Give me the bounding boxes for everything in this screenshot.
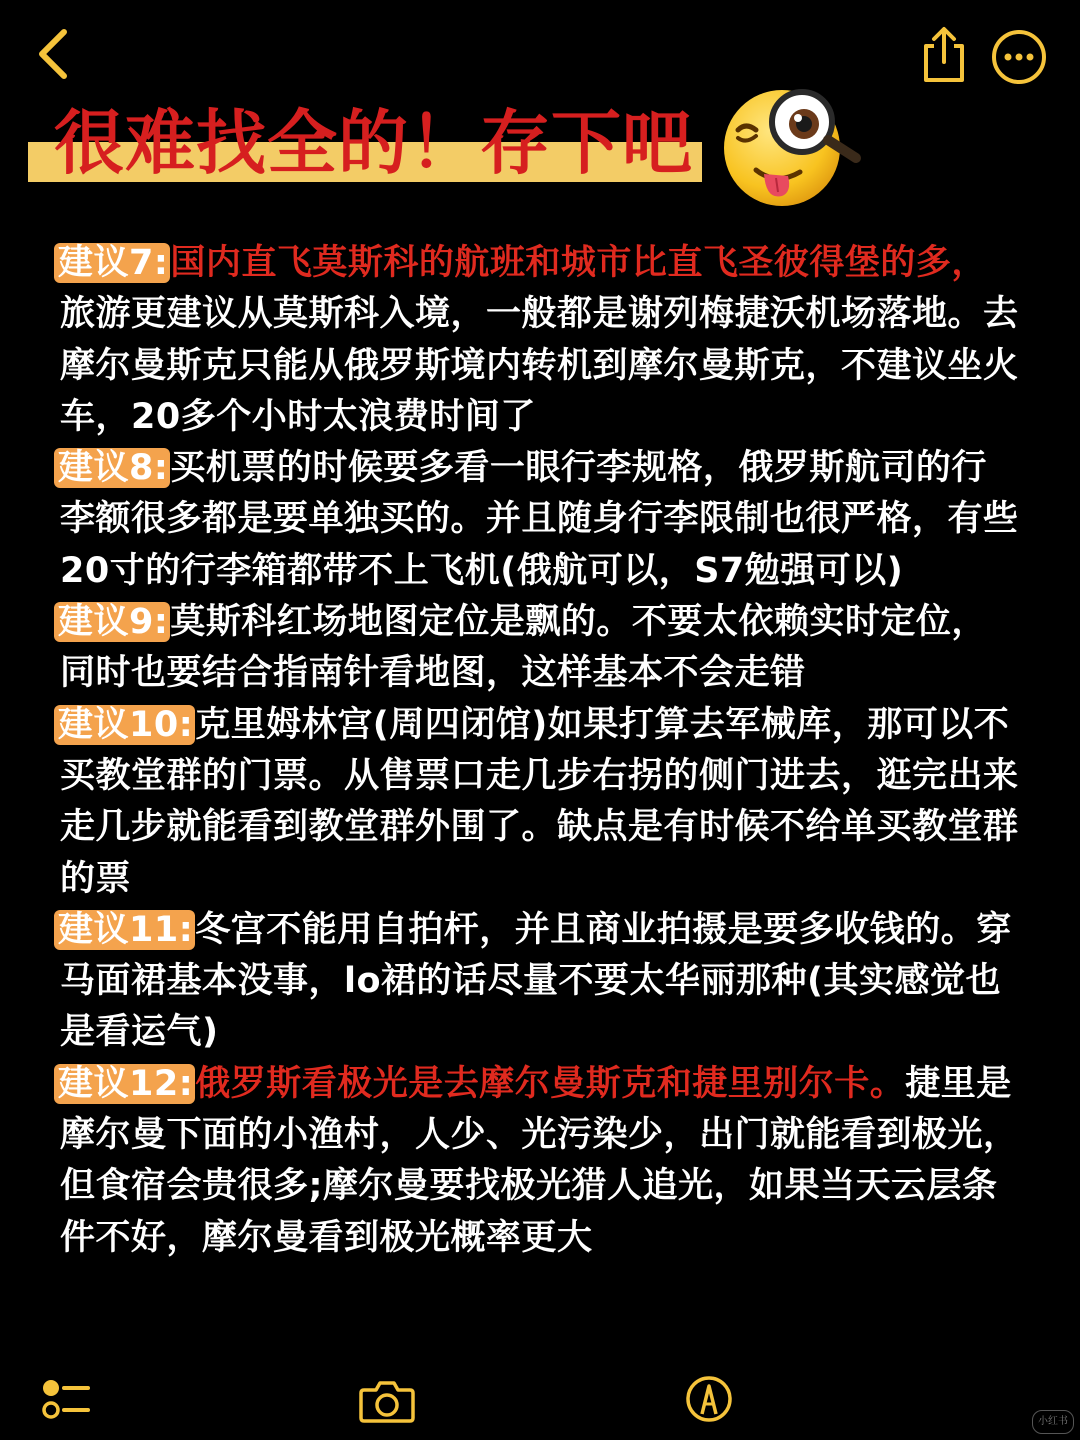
checklist-icon[interactable]	[40, 1374, 92, 1424]
tip-text: 旅游更建议从莫斯科入境，一般都是谢列梅捷沃机场落地。去摩尔曼斯克只能从俄罗斯境内转机到摩尔曼斯克，不建议坐火车，20多个小时太浪费时间了	[60, 294, 1019, 437]
tip-text: 克里姆林宫(周四闭馆)如果打算去军械库，那可以不买教堂群的门票。从售票口走几步右拐的侧门进去，逛完出来走几步就能看到教堂群外围了。缺点是有时候不给单买教堂群的票	[60, 704, 1019, 899]
ellipsis-circle-icon[interactable]	[990, 28, 1048, 86]
tip-text: 莫斯科红场地图定位是飘的。不要太依赖实时定位，同时也要结合指南针看地图，这样基本不会走错	[60, 602, 987, 694]
tip-label: 建议7:	[54, 243, 170, 283]
tip-label: 建议10:	[54, 705, 195, 745]
page-title: 很难找全的！存下吧	[54, 102, 693, 184]
tip-paragraph	[60, 1059, 1020, 1264]
tip-text: 买机票的时候要多看一眼行李规格，俄罗斯航司的行李额很多都是要单独买的。并且随身行李限制也很严格，有些20寸的行李箱都带不上飞机(俄航可以，S7勉强可以)	[60, 448, 1019, 591]
tip-label: 建议9:	[54, 602, 170, 642]
tip-paragraph	[60, 597, 1020, 700]
tip-text: 冬宫不能用自拍杆，并且商业拍摄是要多收钱的。穿马面裙基本没事，lo裙的话尽量不要太华丽那种(其实感觉也是看运气)	[60, 909, 1012, 1053]
tip-highlight: 俄罗斯看极光是去摩尔曼斯克和捷里别尔卡。	[195, 1063, 906, 1104]
pen-markup-icon[interactable]	[684, 1374, 734, 1424]
chevron-left-icon[interactable]	[28, 22, 84, 86]
share-icon[interactable]	[916, 24, 972, 84]
tip-paragraph	[60, 700, 1020, 905]
tip-paragraph	[60, 443, 1020, 597]
tip-label: 建议11:	[54, 910, 195, 950]
watermark-badge: 小红书	[1032, 1410, 1074, 1434]
tip-paragraph	[60, 905, 1020, 1059]
title-banner	[28, 98, 704, 190]
camera-icon[interactable]	[358, 1378, 416, 1424]
tip-highlight: 国内直飞莫斯科的航班和城市比直飞圣彼得堡的多，	[170, 243, 987, 283]
bottom-toolbar	[0, 1360, 1080, 1440]
tip-paragraph	[60, 238, 1020, 443]
note-body	[60, 238, 1020, 1264]
tip-label: 建议12:	[54, 1064, 195, 1104]
magnifier-tongue-emoji-icon	[716, 78, 868, 210]
tip-text: 捷里是摩尔曼下面的小渔村，人少、光污染少，出门就能看到极光，但食宿会贵很多;摩尔曼要找极光猎人追光，如果当天云层条件不好，摩尔曼看到极光概率更大	[60, 1063, 1019, 1258]
tip-label: 建议8:	[54, 448, 170, 488]
